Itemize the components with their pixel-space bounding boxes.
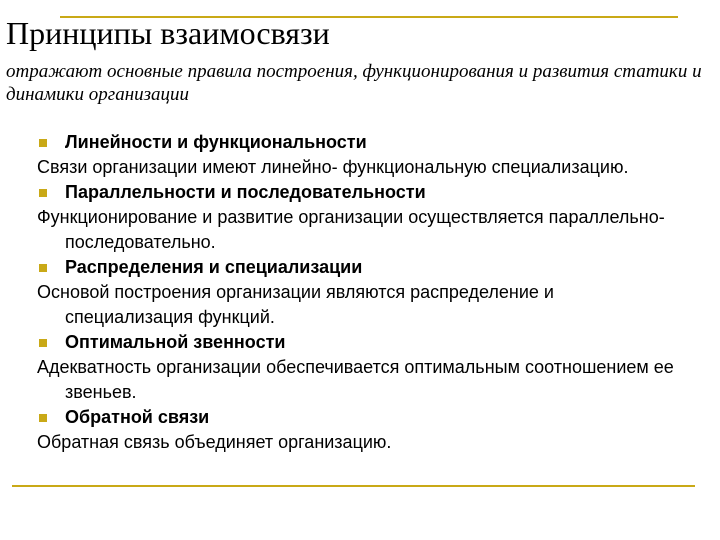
principle-heading-text: Распределения и специализации	[65, 257, 363, 277]
principle-heading-text: Параллельности и последовательности	[65, 182, 426, 202]
principle-heading-text: Линейности и функциональности	[65, 132, 367, 152]
principle-description: Функционирование и развитие организации осуществляется параллельно-последовательно.	[37, 207, 665, 252]
slide-title: Принципы взаимосвязи	[6, 15, 330, 51]
principle-heading	[37, 130, 687, 155]
principle-heading	[37, 255, 687, 280]
square-bullet-icon	[39, 264, 47, 272]
principle-description: Основой построения организации являются распределение и специализация функций.	[37, 282, 554, 327]
principle-description: Обратная связь объединяет организацию.	[37, 432, 392, 452]
principle-heading	[37, 180, 687, 205]
principle-description: Связи организации имеют линейно- функциональную специализацию.	[37, 157, 629, 177]
square-bullet-icon	[39, 139, 47, 147]
principle-heading-text: Обратной связи	[65, 407, 210, 427]
bottom-divider-line	[12, 485, 695, 487]
principle-description: Адекватность организации обеспечивается оптимальным соотношением ее звеньев.	[37, 357, 674, 402]
square-bullet-icon	[39, 414, 47, 422]
principles-list	[37, 129, 687, 455]
slide-subtitle: отражают основные правила построения, функционирования и развития статики и динамики организации	[6, 61, 702, 105]
square-bullet-icon	[39, 189, 47, 197]
principle-heading-text: Оптимальной звенности	[65, 332, 286, 352]
principle-heading	[37, 330, 687, 355]
square-bullet-icon	[39, 339, 47, 347]
principle-heading	[37, 405, 687, 430]
